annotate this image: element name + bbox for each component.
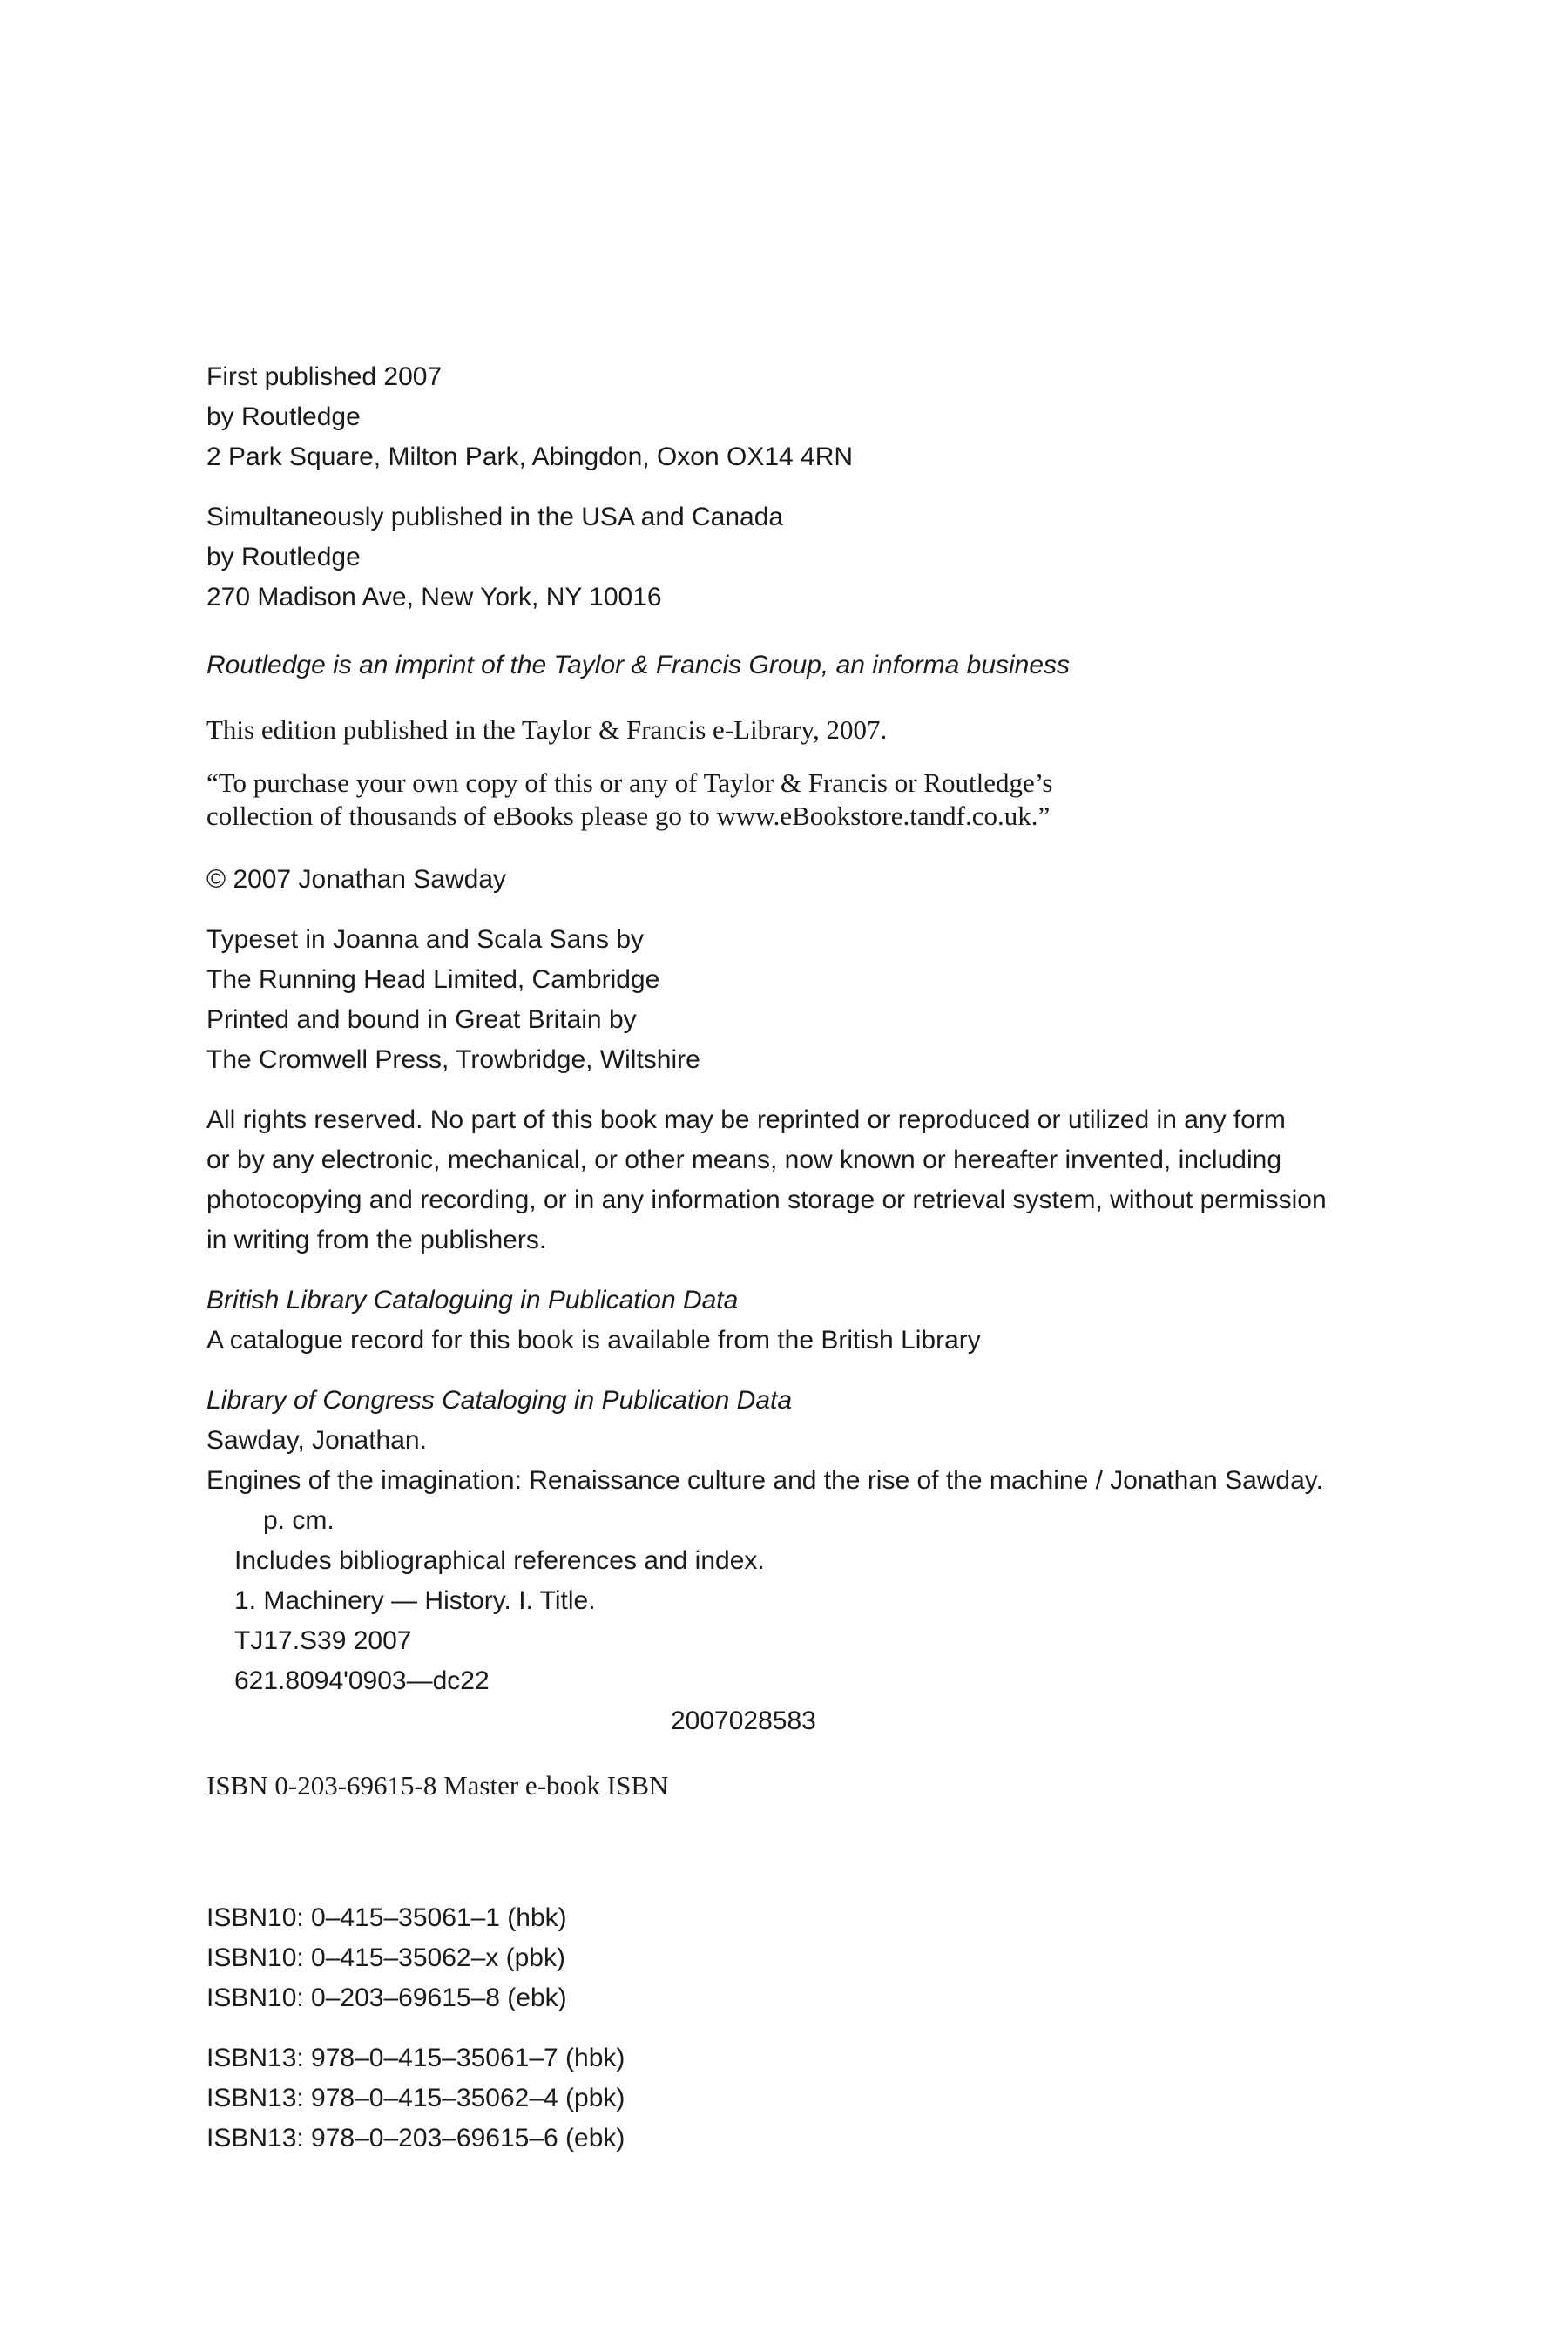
imprint-text: Routledge is an imprint of the Taylor & Francis Group, an informa business [206,651,1071,679]
purchase-line-1: “To purchase your own copy of this or any of Taylor & Francis or Routledge’s [206,767,1053,798]
isbn10-line: ISBN10: 0–415–35061–1 (hbk) [206,1903,567,1932]
publisher-address: 2 Park Square, Milton Park, Abingdon, Oxon OX14 4RN [206,443,854,471]
master-isbn-text: ISBN 0-203-69615-8 Master e-book ISBN [206,1770,669,1801]
loc-dewey: 621.8094'0903—dc22 [234,1666,490,1695]
copyright-notice [206,860,1426,900]
isbn13-line: ISBN13: 978–0–415–35061–7 (hbk) [206,2044,625,2072]
rights-block [206,1100,1426,1260]
loc-title: Engines of the imagination: Renaissance culture and the rise of the machine / Jonathan Sawday. [206,1466,1323,1495]
us-publisher-name: by Routledge [206,543,361,571]
edition-note [206,713,1426,747]
typeset-line: The Running Head Limited, Cambridge [206,965,660,994]
isbn10-line: ISBN10: 0–415–35062–x (pbk) [206,1943,565,1972]
rights-line: All rights reserved. No part of this book may be reprinted or reproduced or utilized in any form [206,1105,1286,1134]
us-publisher-address: 270 Madison Ave, New York, NY 10016 [206,583,662,612]
isbn10-block [206,1898,1426,2018]
purchase-line-2: collection of thousands of eBooks please go to www.eBookstore.tandf.co.uk.” [206,801,1051,831]
rights-line: photocopying and recording, or in any information storage or retrieval system, without permission [206,1186,1327,1214]
loc-class: TJ17.S39 2007 [234,1626,412,1655]
simultaneous-block [206,497,1426,618]
typeset-line: Printed and bound in Great Britain by [206,1005,637,1034]
isbn13-line: ISBN13: 978–0–415–35062–4 (pbk) [206,2084,625,2112]
british-library-heading: British Library Cataloguing in Publication Data [206,1286,739,1315]
edition-text: This edition published in the Taylor & Francis e-Library, 2007. [206,714,888,745]
typeset-block [206,920,1426,1080]
rights-line: in writing from the publishers. [206,1226,547,1254]
loc-includes: Includes bibliographical references and index. [234,1546,765,1575]
isbn10-line: ISBN10: 0–203–69615–8 (ebk) [206,1984,567,2012]
loc-subject: 1. Machinery — History. I. Title. [234,1586,596,1615]
first-published: First published 2007 [206,362,443,391]
purchase-note [206,767,1426,833]
publication-block [206,357,1426,477]
british-library-block [206,1281,1426,1361]
master-isbn [206,1768,1426,1803]
simultaneous-line: Simultaneously published in the USA and Canada [206,503,784,531]
publisher-name: by Routledge [206,402,361,431]
loc-lccn: 2007028583 [671,1707,816,1735]
isbn13-block [206,2038,1426,2159]
loc-pages: p. cm. [263,1506,335,1535]
loc-author: Sawday, Jonathan. [206,1426,427,1455]
imprint-note [206,645,1426,686]
typeset-line: Typeset in Joanna and Scala Sans by [206,925,645,954]
typeset-line: The Cromwell Press, Trowbridge, Wiltshire [206,1045,700,1074]
copyright-text: © 2007 Jonathan Sawday [206,865,507,894]
british-library-text: A catalogue record for this book is available from the British Library [206,1326,981,1355]
loc-heading: Library of Congress Cataloging in Publication Data [206,1386,793,1415]
isbn13-line: ISBN13: 978–0–203–69615–6 (ebk) [206,2124,625,2153]
loc-block [206,1381,1426,1741]
rights-line: or by any electronic, mechanical, or other means, now known or hereafter invented, including [206,1146,1281,1174]
